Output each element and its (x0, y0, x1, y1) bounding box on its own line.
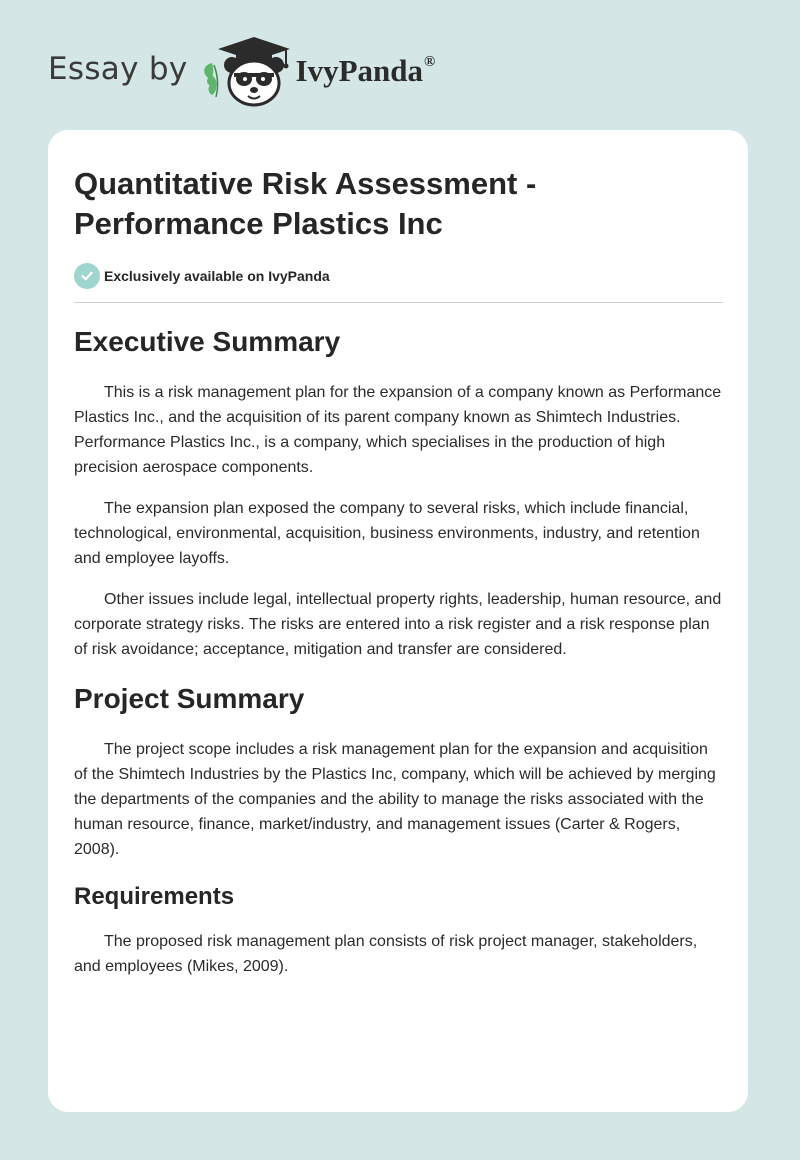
registered-mark: ® (424, 53, 436, 70)
site-header (48, 36, 435, 106)
panda-graduate-icon[interactable] (200, 35, 292, 107)
essay-by-label: Essay by (48, 51, 188, 87)
paragraph: The expansion plan exposed the company to several risks, which include financial, technological, environmental, acquisition, business environments, industry, and retention and employee layoffs. (74, 500, 700, 567)
divider (74, 302, 723, 303)
paragraph: Other issues include legal, intellectual property rights, leadership, human resource, and corporate strategy risks. The risks are entered into a risk register and a risk response plan of risk avoidance; acceptance, mitigation and transfer are considered. (74, 591, 722, 658)
requirements-heading: Requirements (74, 883, 235, 910)
brand-name[interactable]: IvyPanda® (295, 53, 436, 88)
leaf-icon (204, 63, 217, 97)
paragraph: This is a risk management plan for the expansion of a company known as Performance Plastics Inc., and the acquisition of its parent company known as Shimtech Industries. Performance Plastics Inc., is a company, which specialises in the production of high precision aerospace components. (74, 384, 722, 476)
exclusive-badge (74, 263, 330, 289)
essay-body (74, 322, 723, 979)
essay-title: Quantitative Risk Assessment - Performance Plastics Inc (74, 166, 537, 241)
executive-summary-heading: Executive Summary (74, 326, 341, 357)
project-summary-heading: Project Summary (74, 683, 305, 714)
paragraph: The proposed risk management plan consists of risk project manager, stakeholders, and employees (Mikes, 2009). (74, 933, 698, 975)
exclusive-badge-label: Exclusively available on IvyPanda (104, 268, 330, 284)
essay-card (48, 130, 748, 1112)
check-icon (74, 263, 100, 289)
paragraph: The project scope includes a risk management plan for the expansion and acquisition of the Shimtech Industries by the Plastics Inc, company, which will be achieved by merging the departments of the companies and the ability to manage the risks associated with the human resource, finance, market/industry, and management issues (Carter & Rogers, 2008). (74, 741, 716, 858)
